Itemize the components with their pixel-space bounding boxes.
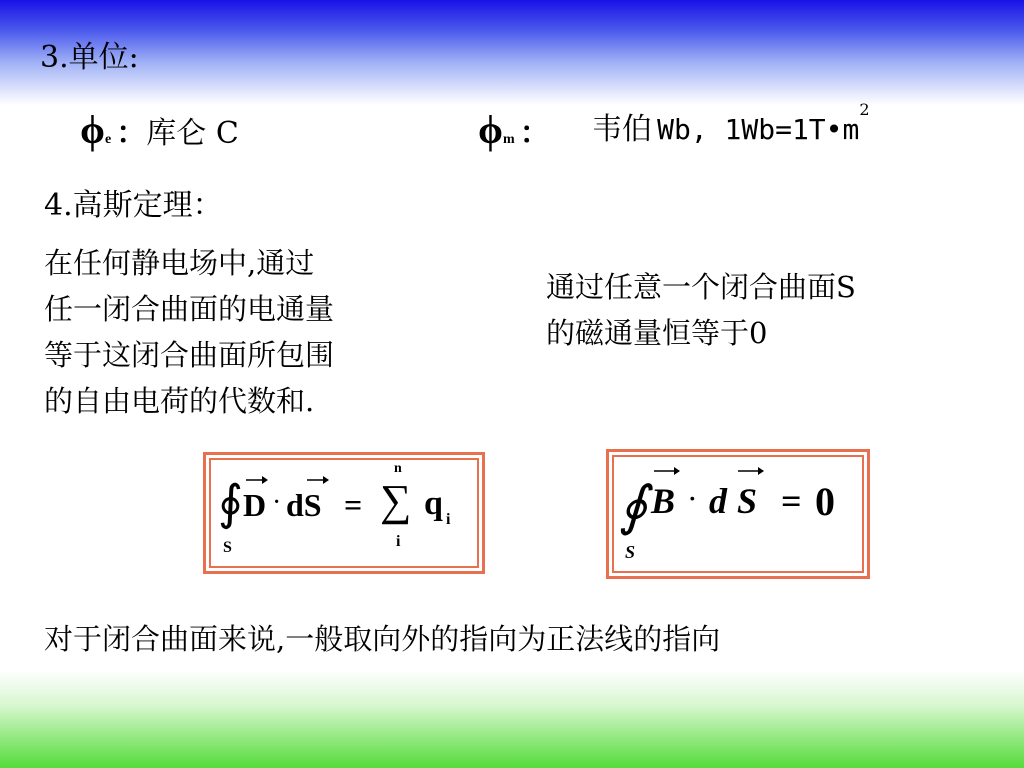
phi-m-unit	[592, 100, 870, 148]
electric-text-line: 的自由电荷的代数和.	[44, 384, 315, 418]
phi-m-separator: ：	[519, 116, 550, 151]
section-4-title: 4.高斯定理：	[44, 188, 223, 223]
magnetic-text-line: 的磁通量恒等于0	[546, 316, 768, 350]
dot-operator: ·	[272, 487, 282, 518]
vector-arrow-icon	[306, 475, 330, 485]
sum-upper-limit: n	[394, 461, 402, 476]
dot-operator: ·	[687, 480, 698, 516]
electric-text-line: 任一闭合曲面的电通量	[44, 292, 335, 326]
magnetic-text-line: 通过任意一个闭合曲面S	[546, 270, 856, 304]
vector-arrow-icon	[737, 466, 765, 476]
vector-b: B	[651, 481, 676, 521]
charge-q: q	[424, 485, 443, 522]
electric-text-line: 等于这闭合曲面所包围	[44, 338, 335, 372]
phi-e-unit: 库仑 C	[146, 116, 239, 151]
vector-s: S	[737, 481, 758, 521]
phi-m-unit-row	[478, 106, 550, 153]
phi-m-symbol: ϕ	[478, 107, 503, 152]
electric-gauss-text	[44, 240, 334, 424]
charge-subscript: i	[446, 511, 451, 528]
normal-direction-note: 对于闭合曲面来说,一般取向外的指向为正法线的指向	[44, 622, 721, 656]
summation-symbol: ∑	[380, 476, 412, 525]
phi-e-subscript: e	[104, 132, 112, 147]
differential-d: d	[709, 481, 727, 521]
magnetic-gauss-formula	[606, 449, 870, 579]
phi-m-unit-definition: Wb, 1Wb=1T•m	[657, 113, 860, 146]
integral-subscript: S	[625, 542, 636, 562]
vector-ds: dS	[286, 487, 322, 523]
integral-subscript: S	[223, 539, 232, 556]
phi-e-symbol: ϕ	[80, 107, 105, 152]
vector-arrow-icon	[653, 466, 681, 476]
section-3-title: 3.单位:	[40, 40, 139, 75]
phi-m-unit-chinese: 韦伯	[592, 112, 652, 147]
equals-sign: =	[781, 481, 802, 521]
phi-e-unit-row	[80, 106, 239, 153]
phi-m-unit-power: 2	[859, 100, 870, 119]
phi-m-subscript: m	[502, 132, 515, 147]
equals-sign: =	[344, 487, 363, 523]
electric-gauss-formula	[203, 452, 485, 574]
magnetic-gauss-text	[546, 264, 856, 356]
zero-value: 0	[815, 479, 835, 524]
sum-lower-limit: i	[396, 533, 401, 550]
vector-arrow-icon	[245, 475, 269, 485]
phi-e-separator: ：	[116, 116, 147, 151]
closed-integral-symbol: ∮	[619, 476, 648, 536]
vector-d: D	[243, 487, 267, 523]
closed-integral-symbol: ∮	[218, 477, 244, 530]
electric-text-line: 在任何静电场中,通过	[44, 246, 315, 280]
